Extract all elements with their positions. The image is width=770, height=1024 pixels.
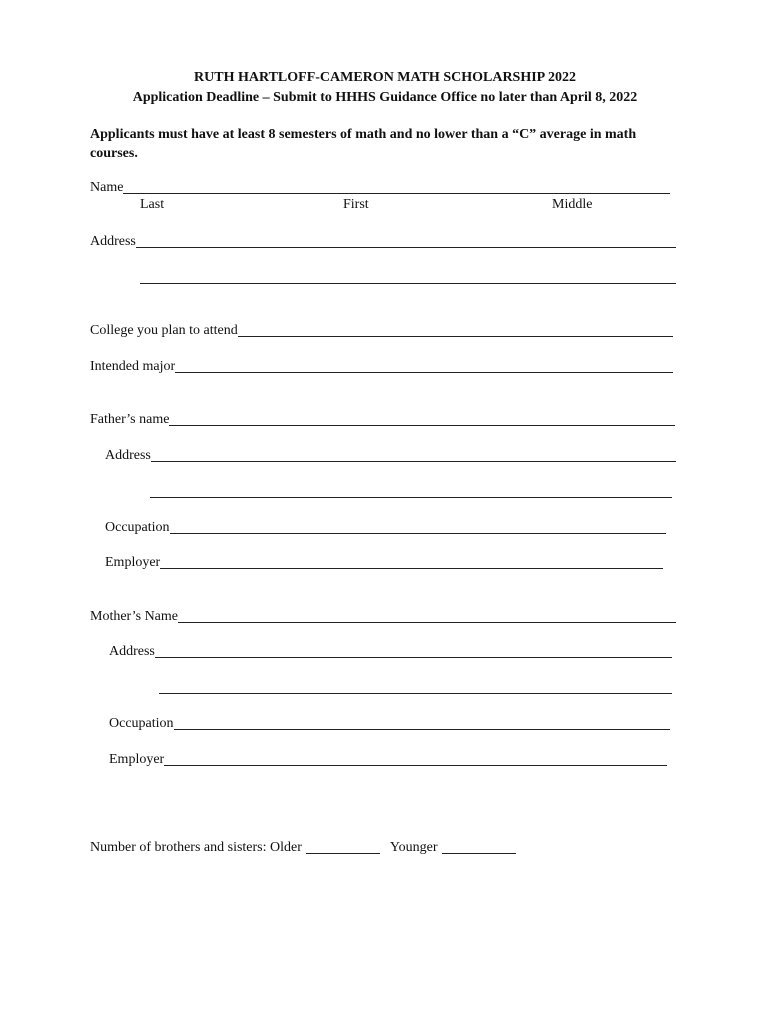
name-middle-caption: Middle	[552, 197, 593, 212]
mother-name-row	[90, 607, 676, 625]
college-field-row	[90, 321, 673, 339]
siblings-younger-label: Younger	[389, 840, 438, 855]
mother-occupation-label: Occupation	[109, 716, 174, 731]
father-address-line-2[interactable]	[150, 497, 672, 498]
father-employer-label: Employer	[105, 555, 161, 570]
mother-employer-field[interactable]	[164, 751, 667, 766]
address-field-line-2[interactable]	[140, 283, 676, 284]
mother-address-field[interactable]	[155, 643, 672, 658]
father-address-row	[105, 446, 676, 464]
name-last-caption: Last	[140, 197, 165, 212]
eligibility-requirement: Applicants must have at least 8 semesters of math and no lower than a “C” average in math courses.	[90, 127, 637, 161]
college-label: College you plan to attend	[90, 323, 238, 338]
mother-name-field[interactable]	[178, 608, 676, 623]
father-employer-row	[105, 553, 663, 571]
mother-employer-label: Employer	[109, 752, 165, 767]
siblings-older-field[interactable]	[306, 839, 380, 854]
address-field-row	[90, 232, 676, 250]
major-label: Intended major	[90, 359, 176, 374]
mother-address-label: Address	[109, 644, 155, 659]
father-name-row	[90, 410, 675, 428]
father-employer-field[interactable]	[160, 554, 663, 569]
siblings-row	[90, 839, 520, 856]
siblings-younger-field[interactable]	[442, 839, 516, 854]
father-occupation-field[interactable]	[170, 519, 666, 534]
mother-address-row	[109, 642, 672, 660]
mother-employer-row	[109, 750, 667, 768]
mother-address-line-2[interactable]	[159, 693, 672, 694]
name-first-caption: First	[343, 197, 369, 212]
name-field[interactable]	[123, 179, 670, 194]
form-title: RUTH HARTLOFF-CAMERON MATH SCHOLARSHIP 2022	[194, 70, 576, 85]
college-field[interactable]	[238, 322, 673, 337]
mother-occupation-row	[109, 714, 670, 732]
mother-name-label: Mother’s Name	[90, 609, 178, 624]
mother-occupation-field[interactable]	[174, 715, 670, 730]
father-address-field[interactable]	[151, 447, 676, 462]
father-name-label: Father’s name	[90, 412, 170, 427]
application-deadline: Application Deadline – Submit to HHHS Guidance Office no later than April 8, 2022	[132, 90, 638, 105]
father-occupation-row	[105, 518, 666, 536]
name-field-row	[90, 178, 670, 196]
major-field-row	[90, 357, 673, 375]
siblings-older-label: Number of brothers and sisters: Older	[90, 840, 302, 855]
father-name-field[interactable]	[169, 411, 675, 426]
father-address-label: Address	[105, 448, 151, 463]
father-occupation-label: Occupation	[105, 520, 170, 535]
address-field[interactable]	[136, 233, 676, 248]
name-label: Name	[90, 180, 124, 195]
address-label: Address	[90, 234, 136, 249]
major-field[interactable]	[175, 358, 673, 373]
